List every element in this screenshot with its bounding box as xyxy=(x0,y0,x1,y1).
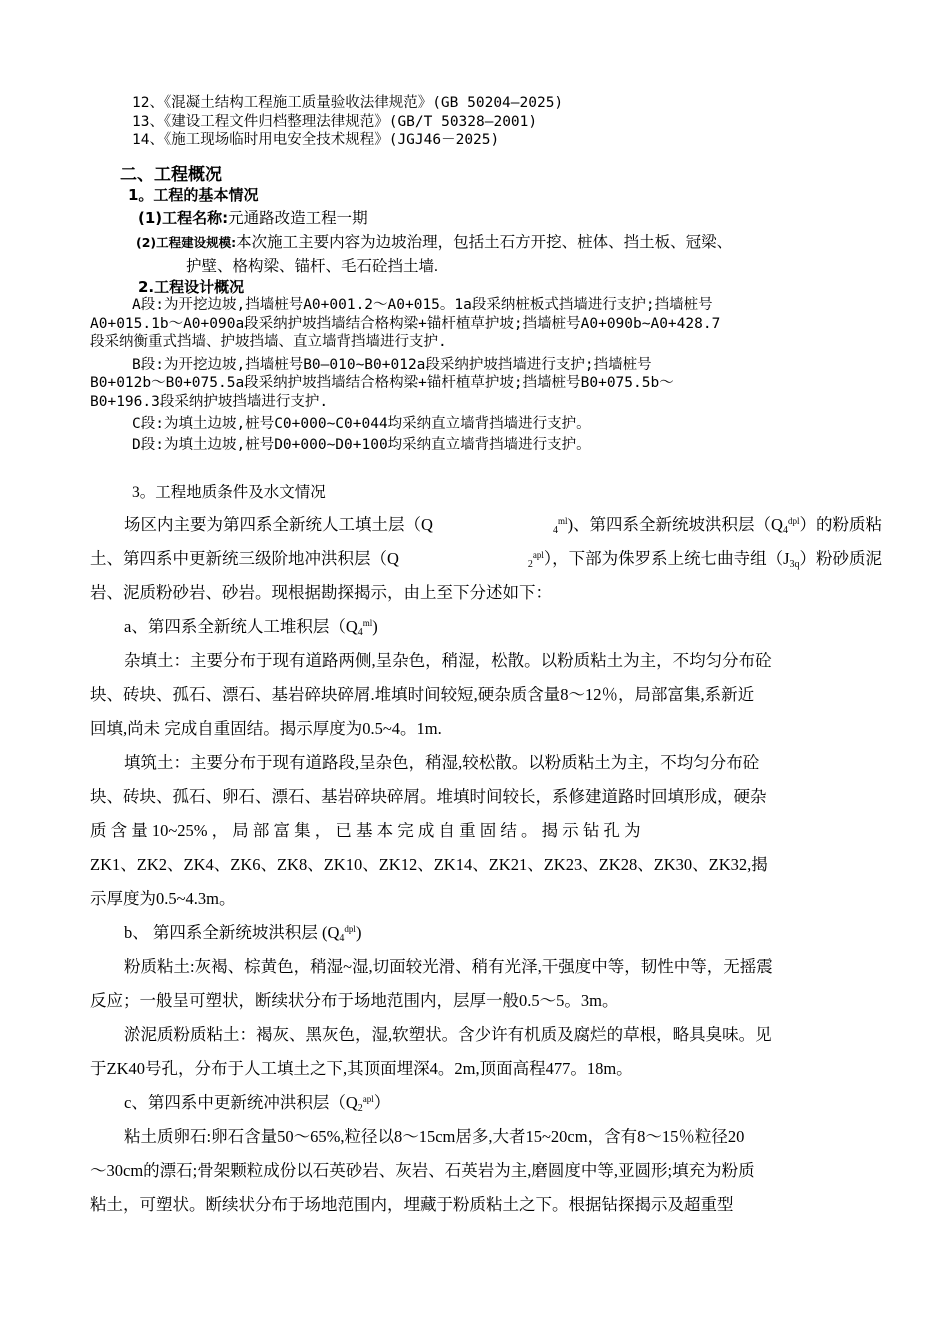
project-scale xyxy=(136,230,896,276)
zatu-line: 杂填土：主要分布于现有道路两侧,呈杂色，稍湿，松散。以粉质粘土为主，不均匀分布砼 xyxy=(124,651,772,670)
reference-item: 13、《建设工程文件归档整理法律规范》(GB/T 50328—2001) xyxy=(132,113,538,130)
design-line: B段:为开挖边坡,挡墙桩号B0—010~B0+012a段采纳护坡挡墙进行支护;挡墙桩号 xyxy=(132,356,652,373)
reference-item: 12、《混凝土结构工程施工质量验收法律规范》(GB 50204—2025) xyxy=(132,95,564,111)
design-line: C段:为填土边坡,桩号C0+000~C0+044均采纳直立墙背挡墙进行支护。 xyxy=(132,416,591,432)
yuni-line: 淤泥质粉质粘土：褐灰、黑灰色，湿,软塑状。含少许有机质及腐烂的草根，略具臭味。见 xyxy=(124,1025,772,1044)
tianzhu-line: 填筑土：主要分布于现有道路段,呈杂色，稍湿,较松散。以粉质粘土为主，不均匀分布砼 xyxy=(124,753,760,772)
design-line: 段采纳衡重式挡墙、护坡挡墙、直立墙背挡墙进行支护. xyxy=(90,334,447,350)
subsection-title: 1。工程的基本情况 xyxy=(128,186,259,204)
geology-intro-line: 场区内主要为第四系全新统人工填土层（Q $_4^{ml}$)、第四系全新统坡洪积层$(Q_4^{dpl})$的粉质粘 xyxy=(124,515,882,536)
tianzhu-line: ZK1、ZK2、ZK4、ZK6、ZK8、ZK10、ZK12、ZK14、ZK21、ZK23、ZK28、ZK30、ZK32,揭 xyxy=(90,855,768,874)
fenzhi-line: 粉质粘土:灰褐、棕黄色，稍湿~湿,切面较光滑、稍有光泽,干强度中等，韧性中等，无摇震 xyxy=(124,957,773,976)
project-name-line xyxy=(138,206,930,228)
luanshi-line: 粘土质卵石:卵石含量50～65%,粒径以8～15cm居多,大者15~20cm，含有8～15％粒径20 xyxy=(124,1127,745,1146)
design-line: B0+196.3段采纳护坡挡墙进行支护. xyxy=(90,393,329,410)
subsection-title: 2.工程设计概况 xyxy=(138,278,245,296)
tianzhu-line: 质 含 量 10~25% ， 局 部 富 集 ， 已 基 本 完 成 自 重 固 结 。 揭 示 钻 孔 为 xyxy=(90,821,641,840)
project-scale-label: (2)工程建设规模: xyxy=(136,235,237,250)
tianzhu-line: 块、砖块、孤石、卵石、漂石、基岩碎块碎屑。堆填时间较长，系修建道路时回填形成，硬杂 xyxy=(90,787,767,806)
fenzhi-line: 反应；一般呈可塑状，断续状分布于场地范围内，层厚一般0.5～5。3m。 xyxy=(90,991,619,1010)
luanshi-line: ～30cm的漂石;骨架颗粒成份以石英砂岩、灰岩、石英岩为主,磨圆度中等,亚圆形;填充为粉质 xyxy=(90,1161,755,1180)
layer-heading: b、 第四系全新统坡洪积层 $(Q_4^{dpl})$ xyxy=(124,923,362,944)
section-title: 二、工程概况 xyxy=(120,165,222,185)
project-name-value: 元通路改造工程一期 xyxy=(228,210,368,227)
project-name-label: (1)工程名称: xyxy=(138,209,229,227)
geology-body xyxy=(90,508,882,1222)
zatu-line: 块、砖块、孤石、漂石、基岩碎块碎屑.堆填时间较短,硬杂质含量8～12％，局部富集,系新近 xyxy=(90,685,755,704)
luanshi-line: 粘土，可塑状。断续状分布于场地范围内，埋藏于粉质粘土之下。根据钻探揭示及超重型 xyxy=(90,1195,734,1214)
tianzhu-line: 示厚度为0.5~4.3m。 xyxy=(90,889,236,908)
layer-heading: c、第四系中更新统冲洪积层$(Q_2^{apl})$ xyxy=(124,1093,391,1114)
layer-heading: a、第四系全新统人工堆积层$(Q_4^{ml})$ xyxy=(124,617,378,638)
project-scale-text: 护壁、格构梁、锚杆、毛石砼挡土墙. xyxy=(186,258,438,275)
reference-item: 14、《施工现场临时用电安全技术规程》(JGJ46－2025) xyxy=(132,132,500,148)
design-line: A0+015.1b～A0+090a段采纳护坡挡墙结合格构梁+锚杆植草护坡;挡墙桩号A0+090b~A0+428.7 xyxy=(90,315,721,332)
geology-intro-line: 岩、泥质粉砂岩、砂岩。现根据勘探揭示，由上至下分述如下： xyxy=(90,583,552,602)
design-line: A段:为开挖边坡,挡墙桩号A0+001.2～A0+015。1a段采纳桩板式挡墙进行支护;挡墙桩号 xyxy=(132,297,713,313)
project-scale-text: 本次施工主要内容为边坡治理，包括土石方开挖、桩体、挡土板、冠梁、 xyxy=(236,234,733,251)
design-line: B0+012b～B0+075.5a段采纳护坡挡墙结合格构梁+锚杆植草护坡;挡墙桩号B0+075.5b～ xyxy=(90,375,674,391)
geology-intro-line: 土、第四系中更新统三级阶地冲洪积层（Q $_2^{apl}$），下部为侏罗系上统七曲寺组$(J_{3q})$粉砂质泥 xyxy=(90,549,882,570)
zatu-line: 回填,尚未 完成自重固结。揭示厚度为0.5~4。1m. xyxy=(90,719,442,738)
design-paragraphs xyxy=(90,296,890,454)
subsection-title: 3。工程地质条件及水文情况 xyxy=(132,484,326,501)
design-line: D段:为填土边坡,桩号D0+000~D0+100均采纳直立墙背挡墙进行支护。 xyxy=(132,436,591,453)
reference-list xyxy=(132,94,892,150)
yuni-line: 于ZK40号孔，分布于人工填土之下,其顶面埋深4。2m,顶面高程477。18m。 xyxy=(90,1059,633,1078)
